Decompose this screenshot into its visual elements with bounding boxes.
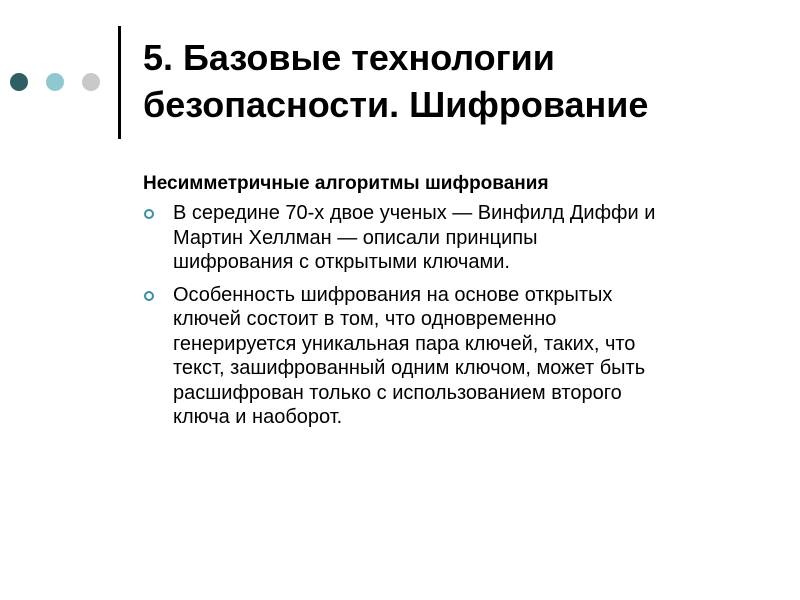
title-line-2: безопасности. Шифрование xyxy=(143,84,649,125)
title-line-1: 5. Базовые технологии xyxy=(143,37,555,78)
title-divider xyxy=(118,26,121,139)
slide-title xyxy=(143,34,783,128)
bullet-item-2 xyxy=(143,283,743,430)
bullet-2-line-2: ключей состоит в том, что одновременно xyxy=(173,308,557,330)
bullet-1-line-1: В середине 70-х двое ученых — Винфилд Диффи и xyxy=(173,202,656,224)
bullet-2-line-3: генерируется уникальная пара ключей, таких, что xyxy=(173,332,636,355)
ring-bullet-icon xyxy=(144,209,154,219)
bullet-1-line-3: шифрования с открытыми ключами. xyxy=(173,251,510,273)
dot-light-teal xyxy=(46,73,64,91)
bullet-2-line-4: текст, зашифрованный одним ключом, может быть xyxy=(173,357,646,379)
bullet-item-1 xyxy=(143,201,743,275)
bullet-1-line-2: Мартин Хеллман — описали принципы xyxy=(173,226,538,249)
bullet-2-line-1: Особенность шифрования на основе открытых xyxy=(173,283,613,306)
section-subheading: Несимметричные алгоритмы шифрования xyxy=(143,173,549,194)
dot-dark-teal xyxy=(10,73,28,91)
ring-bullet-icon xyxy=(144,291,154,301)
bullet-list xyxy=(143,201,743,438)
decorative-dots xyxy=(10,72,118,92)
bullet-2-line-6: ключа и наоборот. xyxy=(173,406,343,428)
bullet-2-line-5: расшифрован только с использованием второго xyxy=(173,381,622,404)
dot-gray xyxy=(82,73,100,91)
